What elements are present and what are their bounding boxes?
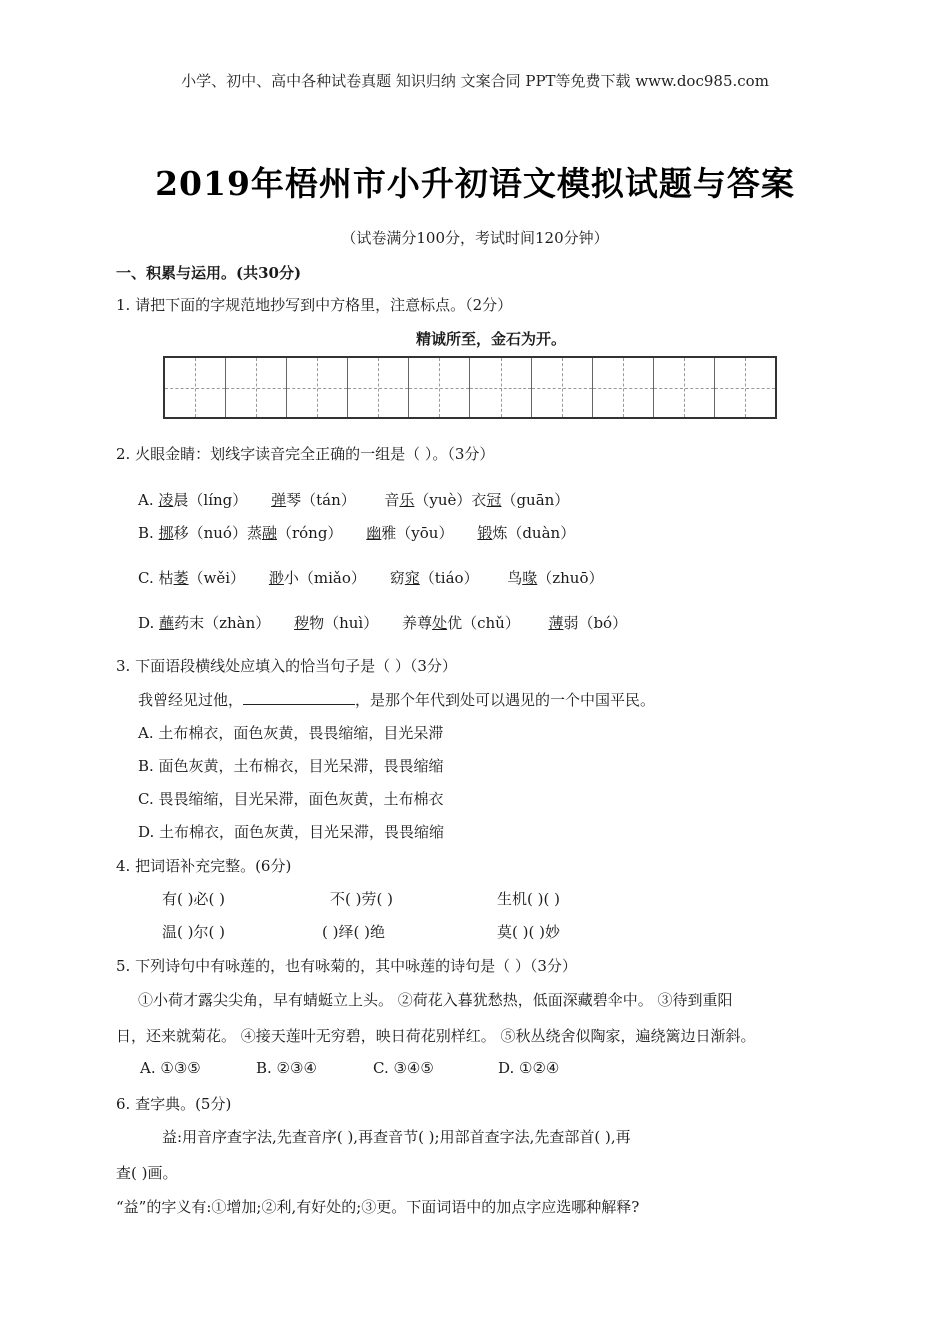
section-heading: 一、积累与运用。(共30分) [116, 264, 302, 282]
copy-phrase: 精诚所至，金石为开。 [416, 330, 567, 348]
option-text: 物（huì） [309, 614, 379, 632]
option-label: A. [138, 491, 154, 509]
option-text: 晨（líng） [173, 491, 248, 509]
exam-info: （试卷满分100分，考试时间120分钟） [341, 229, 609, 247]
option-text: 弱（bó） [563, 614, 628, 632]
option-d [138, 612, 627, 633]
q5-option: D. ①②④ [498, 1059, 560, 1077]
option-b [138, 522, 575, 543]
option-text: （yuè）衣 [414, 491, 487, 509]
q3-passage [138, 689, 655, 710]
idiom-item: 生机( )( ) [497, 890, 560, 908]
option-text: 琴（tán） [286, 491, 356, 509]
idiom-item: 不( )劳( ) [330, 890, 393, 908]
underlined-char: 融 [261, 524, 277, 542]
question-5: 5. 下列诗句中有咏莲的，也有咏菊的，其中咏莲的诗句是（ ）（3分） [116, 957, 577, 975]
underlined-char: 幽 [366, 524, 382, 542]
page-header: 小学、初中、高中各种试卷真题 知识归纳 文案合同 PPT等免费下载 www.doc985.com [181, 72, 769, 90]
option-label: B. [138, 524, 154, 542]
grid-cell[interactable] [348, 358, 409, 417]
underlined-char: 萎 [173, 569, 189, 587]
underlined-char: 冠 [486, 491, 502, 509]
option-text: 移（nuó）蒸 [173, 524, 262, 542]
underlined-char: 喙 [522, 569, 538, 587]
passage-text: ，是那个年代到处可以遇见的一个中国平民。 [355, 691, 656, 709]
poem-line: ①小荷才露尖尖角，早有蜻蜓立上头。 ②荷花入暮犹愁热，低面深藏碧伞中。 ③待到重阳 [138, 991, 733, 1009]
option-text: 炼（duàn） [492, 524, 576, 542]
option-label: D. [138, 614, 155, 632]
question-3: 3. 下面语段横线处应填入的恰当句子是（ ）（3分） [116, 657, 457, 675]
grid-cell[interactable] [715, 358, 775, 417]
page-title: 2019年梧州市小升初语文模拟试题与答案 [155, 164, 795, 203]
option-text: （wěi） [188, 569, 246, 587]
option-text: 雅（yōu） [381, 524, 454, 542]
option-text: （zhuō） [537, 569, 604, 587]
q6-line: “益”的字义有:①增加;②利,有好处的;③更。下面词语中的加点字应选哪种解释? [116, 1198, 640, 1216]
option-text: 优（chǔ） [447, 614, 520, 632]
q6-line: 益:用音序查字法,先查音序( ),再查音节( );用部首查字法,先查部首( ),再 [162, 1128, 631, 1146]
grid-cell[interactable] [287, 358, 348, 417]
question-2: 2. 火眼金睛：划线字读音完全正确的一组是（ ）。（3分） [116, 445, 495, 463]
option-c [138, 567, 604, 588]
q5-option: A. ①③⑤ [140, 1059, 201, 1077]
question-6: 6. 查字典。(5分) [116, 1095, 232, 1113]
underlined-char: 秽 [294, 614, 310, 632]
question-1: 1. 请把下面的字规范地抄写到中方格里，注意标点。（2分） [116, 296, 513, 314]
underlined-char: 弹 [271, 491, 287, 509]
option-text: （róng） [276, 524, 343, 542]
q5-option: B. ②③④ [256, 1059, 317, 1077]
grid-cell[interactable] [593, 358, 654, 417]
question-4: 4. 把词语补充完整。(6分) [116, 857, 292, 875]
grid-cell[interactable] [165, 358, 226, 417]
fill-blank[interactable] [243, 690, 355, 705]
underlined-char: 处 [432, 614, 448, 632]
underlined-char: 凌 [158, 491, 174, 509]
option-a [138, 489, 569, 510]
grid-cell[interactable] [532, 358, 593, 417]
option-text: 窈 [389, 569, 405, 587]
q6-line: 查( )画。 [116, 1164, 178, 1182]
idiom-item: ( )绎( )绝 [322, 923, 385, 941]
q3-option-a: A. 土布棉衣，面色灰黄，畏畏缩缩，目光呆滞 [138, 724, 444, 742]
grid-cell[interactable] [654, 358, 715, 417]
passage-text: 我曾经见过他， [138, 691, 244, 709]
option-text: 鸟 [507, 569, 523, 587]
option-text: 枯 [158, 569, 174, 587]
underlined-char: 挪 [158, 524, 174, 542]
underlined-char: 窕 [404, 569, 420, 587]
option-text: 养尊 [402, 614, 433, 632]
option-text: 药末（zhàn） [174, 614, 271, 632]
underlined-char: 渺 [268, 569, 284, 587]
idiom-item: 莫( )( )妙 [497, 923, 560, 941]
option-text: 小（miǎo） [283, 569, 366, 587]
q3-option-c: C. 畏畏缩缩，目光呆滞，面色灰黄，土布棉衣 [138, 790, 444, 808]
grid-cell[interactable] [409, 358, 470, 417]
option-label: C. [138, 569, 154, 587]
writing-grid[interactable] [163, 356, 777, 419]
underlined-char: 锻 [477, 524, 493, 542]
q5-option: C. ③④⑤ [373, 1059, 434, 1077]
underlined-char: 蘸 [159, 614, 175, 632]
underlined-char: 乐 [399, 491, 415, 509]
grid-cell[interactable] [470, 358, 531, 417]
q3-option-b: B. 面色灰黄，土布棉衣，目光呆滞，畏畏缩缩 [138, 757, 444, 775]
poem-line: 日，还来就菊花。 ④接天莲叶无穷碧，映日荷花别样红。 ⑤秋丛绕舍似陶家，遍绕篱边日渐斜。 [116, 1027, 756, 1045]
option-text: （tiáo） [419, 569, 479, 587]
idiom-item: 有( )必( ) [162, 890, 225, 908]
option-text: 音 [384, 491, 400, 509]
idiom-item: 温( )尔( ) [162, 923, 225, 941]
grid-cell[interactable] [226, 358, 287, 417]
option-text: （guān） [501, 491, 570, 509]
q3-option-d: D. 土布棉衣，面色灰黄，目光呆滞，畏畏缩缩 [138, 823, 445, 841]
underlined-char: 薄 [548, 614, 564, 632]
